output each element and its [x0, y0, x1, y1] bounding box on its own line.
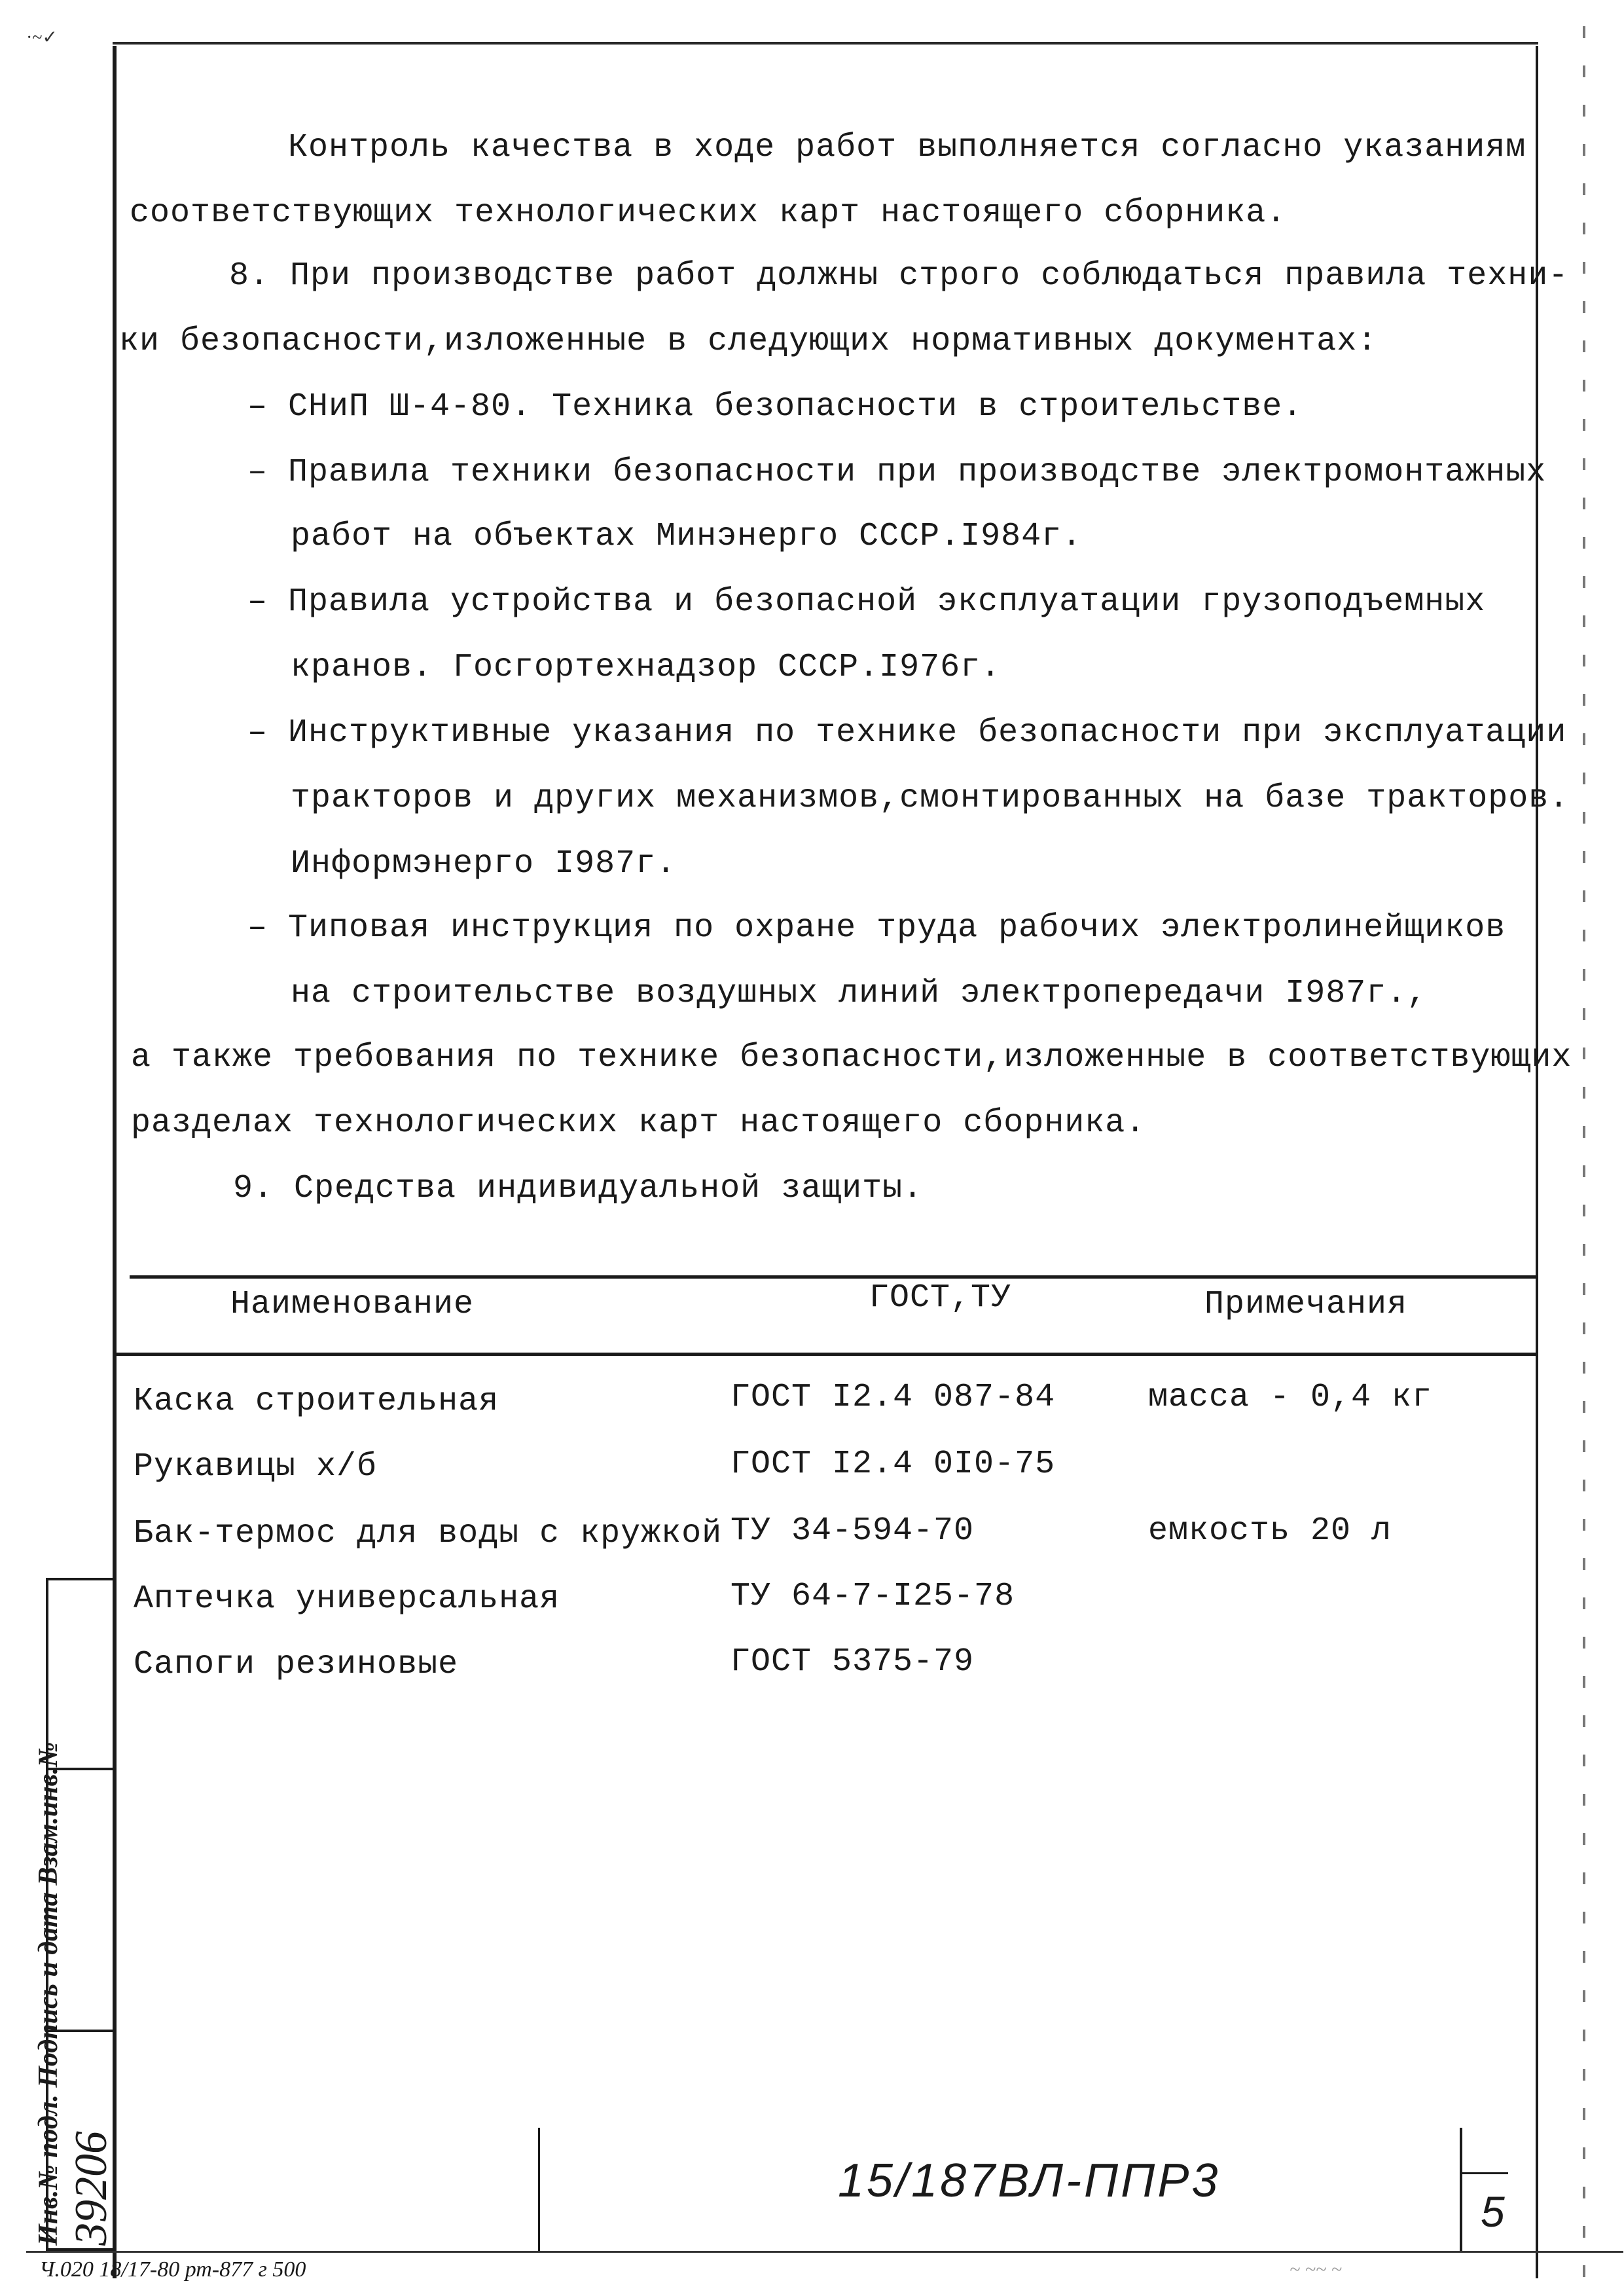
- faint-scan-mark: ~ ~~ ~: [1290, 2259, 1342, 2280]
- row5-name: Сапоги резиновые: [134, 1646, 459, 1683]
- bullet-electro-line1: – Правила техники безопасности при производстве электромонтажных: [247, 454, 1547, 491]
- paragraph-quality-line1: Контроль качества в ходе работ выполняется согласно указаниям: [288, 129, 1526, 166]
- bullet-cranes-line2: кранов. Госгортехнадзор СССР.I976г.: [291, 649, 1001, 686]
- titleblock-divider-right: [1460, 2128, 1462, 2251]
- paragraph-quality-line2: соответствующих технологических карт настоящего сборника.: [130, 194, 1287, 232]
- row2-name: Рукавицы х/б: [134, 1448, 378, 1485]
- print-mark: Ч.020 18/17-80 рт-877 г 500: [39, 2257, 306, 2282]
- bullet-tractors-line1: – Инструктивные указания по технике безопасности при эксплуатации: [247, 714, 1567, 752]
- bullet-electro-line2: работ на объектах Минэнерго СССР.I984г.: [291, 518, 1083, 555]
- table-header-gost: ГОСТ,ТУ: [869, 1279, 1012, 1317]
- bullet-instruction-line2: на строительстве воздушных линий электропередачи I987г.,: [291, 975, 1428, 1012]
- bullet-snip: – СНиП Ш-4-80. Техника безопасности в строительстве.: [247, 388, 1303, 426]
- cut-line-dashed: [1583, 26, 1585, 2278]
- table-header-name: Наименование: [230, 1286, 475, 1323]
- bullet-instruction-line1: – Типовая инструкция по охране труда рабочих электролинейщиков: [247, 909, 1506, 947]
- row2-gost: ГОСТ I2.4 0I0-75: [731, 1446, 1056, 1483]
- row1-note: масса - 0,4 кг: [1148, 1379, 1433, 1416]
- frame-left-line: [113, 46, 117, 2278]
- row1-name: Каска строительная: [134, 1383, 499, 1420]
- bullet-cranes-line1: – Правила устройства и безопасной эксплуатации грузоподъемных: [247, 583, 1486, 621]
- row5-gost: ГОСТ 5375-79: [731, 1643, 975, 1681]
- paragraph-ppe-heading: 9. Средства индивидуальной защиты.: [233, 1170, 924, 1207]
- sheet-number: 5: [1481, 2187, 1505, 2236]
- row3-note: емкость 20 л: [1148, 1512, 1392, 1550]
- document-code: 15/187ВЛ-ППР3: [838, 2155, 1221, 2207]
- table-top-rule: [130, 1275, 1537, 1279]
- bullet-tractors-line3: Информэнерго I987г.: [291, 845, 677, 883]
- row3-gost: ТУ 34-594-70: [731, 1512, 975, 1550]
- paragraph-safety-line2: ки безопасности,изложенные в следующих нормативных документах:: [119, 323, 1378, 360]
- stamp-vertical-label: Инв.№ подл. Подпись и дата Взам.инв.№: [33, 1741, 63, 2246]
- frame-bottom-line: [26, 2251, 1623, 2253]
- row3-name: Бак-термос для воды с кружкой: [134, 1515, 723, 1552]
- paragraph-also-line1: а также требования по технике безопасности,изложенные в соответствующих: [131, 1039, 1572, 1076]
- titleblock-divider-left: [538, 2128, 540, 2251]
- titleblock-sheet-rule: [1462, 2172, 1508, 2174]
- table-header-rule: [117, 1353, 1537, 1356]
- row4-name: Аптечка универсальная: [134, 1580, 560, 1618]
- row4-gost: ТУ 64-7-I25-78: [731, 1578, 1015, 1615]
- corner-scan-mark: ·~✓: [26, 27, 58, 48]
- table-header-note: Примечания: [1204, 1286, 1408, 1323]
- frame-right-line: [1536, 46, 1538, 2278]
- bullet-tractors-line2: тракторов и других механизмов,смонтированных на базе тракторов.: [291, 780, 1570, 817]
- frame-top-line: [113, 42, 1538, 45]
- row1-gost: ГОСТ I2.4 087-84: [731, 1379, 1056, 1416]
- paragraph-also-line2: разделах технологических карт настоящего сборника.: [131, 1104, 1146, 1142]
- paragraph-safety-line1: 8. При производстве работ должны строго соблюдаться правила техни-: [229, 257, 1569, 295]
- stamp-inventory-number: 39206: [66, 2131, 117, 2246]
